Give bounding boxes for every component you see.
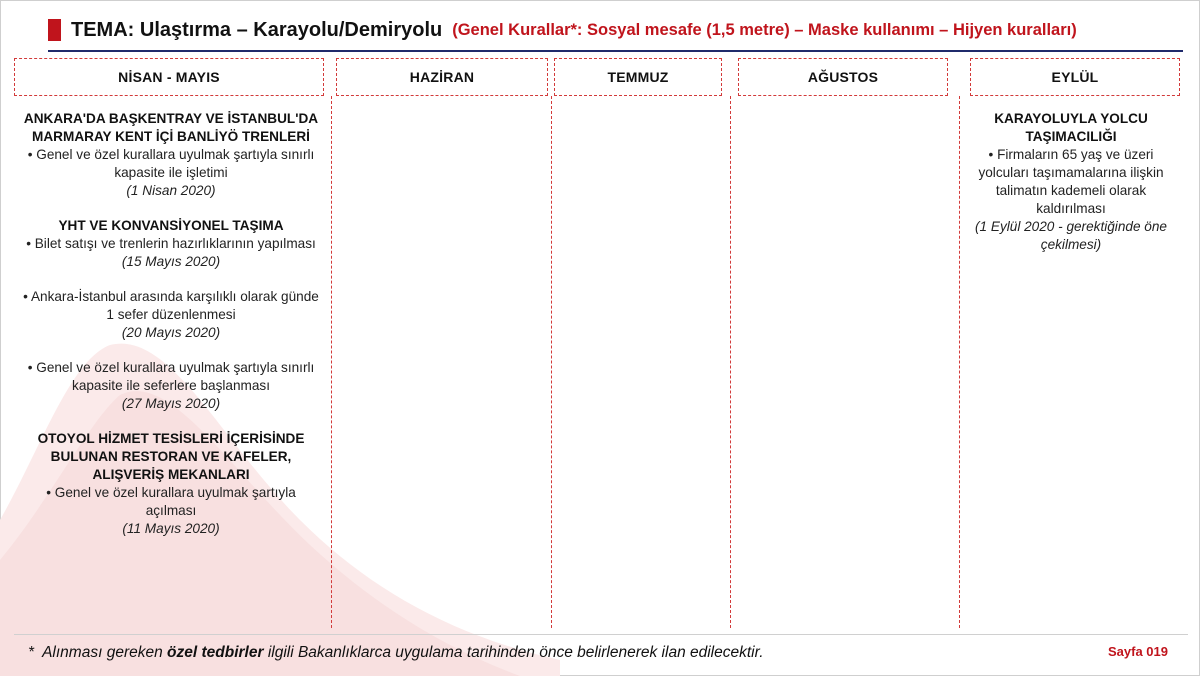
slide-title: TEMA: Ulaştırma – Karayolu/Demiryolu bbox=[71, 18, 443, 41]
column-nisan-mayis bbox=[14, 58, 324, 96]
column-divider bbox=[730, 96, 731, 628]
column-header: EYLÜL bbox=[970, 58, 1180, 96]
footnote bbox=[28, 644, 764, 662]
item-heading: ANKARA'DA BAŞKENTRAY VE İSTANBUL'DA MARMARAY KENT İÇİ BANLİYÖ TRENLERİ bbox=[23, 111, 319, 144]
list-item bbox=[20, 359, 322, 413]
eylul-content bbox=[966, 110, 1176, 271]
column-divider bbox=[331, 96, 332, 628]
page-number: Sayfa 019 bbox=[1108, 644, 1168, 659]
column-header: AĞUSTOS bbox=[738, 58, 948, 96]
red-square-marker-icon bbox=[48, 19, 61, 41]
list-item bbox=[20, 217, 322, 271]
list-item bbox=[20, 430, 322, 538]
column-eylul bbox=[970, 58, 1180, 96]
list-item bbox=[966, 110, 1176, 254]
item-heading: YHT VE KONVANSİYONEL TAŞIMA bbox=[58, 218, 284, 233]
item-text: • Genel ve özel kurallara uyulmak şartıyla sınırlı kapasite ile işletimi bbox=[27, 147, 315, 180]
slide-header bbox=[48, 14, 1077, 46]
nisan-mayis-content bbox=[20, 110, 322, 555]
column-divider bbox=[959, 96, 960, 628]
column-header: NİSAN - MAYIS bbox=[14, 58, 324, 96]
footer-divider bbox=[14, 634, 1188, 635]
list-item bbox=[20, 110, 322, 200]
item-date: (11 Mayıs 2020) bbox=[122, 521, 220, 536]
column-agustos bbox=[738, 58, 948, 96]
item-text: • Bilet satışı ve trenlerin hazırlıklarının yapılması bbox=[26, 236, 316, 251]
general-rules-text: (Genel Kurallar*: Sosyal mesafe (1,5 metre) – Maske kullanımı – Hijyen kuralları) bbox=[452, 20, 1077, 39]
header-underline bbox=[48, 50, 1183, 52]
item-date: (1 Nisan 2020) bbox=[126, 183, 216, 198]
item-heading: OTOYOL HİZMET TESİSLERİ İÇERİSİNDE BULUNAN RESTORAN VE KAFELER, ALIŞVERİŞ MEKANLARI bbox=[37, 431, 305, 482]
column-haziran bbox=[336, 58, 548, 96]
column-divider bbox=[551, 96, 552, 628]
footnote-bold: özel tedbirler bbox=[167, 644, 264, 661]
item-date: (27 Mayıs 2020) bbox=[121, 396, 221, 411]
footnote-post: ilgili Bakanlıklarca uygulama tarihinden önce belirlenerek ilan edilecektir. bbox=[267, 644, 764, 661]
item-date: (20 Mayıs 2020) bbox=[121, 325, 221, 340]
footnote-marker: * bbox=[28, 644, 35, 661]
column-header: TEMMUZ bbox=[554, 58, 722, 96]
item-date: (1 Eylül 2020 - gerektiğinde öne çekilmesi) bbox=[975, 219, 1167, 252]
item-date: (15 Mayıs 2020) bbox=[121, 254, 221, 269]
item-text: • Firmaların 65 yaş ve üzeri yolcuları taşımamalarına ilişkin talimatın kademeli olarak kaldırılması bbox=[978, 147, 1164, 216]
column-temmuz bbox=[554, 58, 722, 96]
item-heading: KARAYOLUYLA YOLCU TAŞIMACILIĞI bbox=[994, 111, 1148, 144]
item-text: • Genel ve özel kurallara uyulmak şartıyla açılması bbox=[46, 485, 296, 518]
item-text: • Genel ve özel kurallara uyulmak şartıyla sınırlı kapasite ile seferlere başlanması bbox=[27, 360, 315, 393]
list-item bbox=[20, 288, 322, 342]
item-text: • Ankara-İstanbul arasında karşılıklı olarak günde 1 sefer düzenlenmesi bbox=[23, 289, 319, 322]
footnote-pre: Alınması gereken bbox=[42, 644, 163, 661]
column-header: HAZİRAN bbox=[336, 58, 548, 96]
